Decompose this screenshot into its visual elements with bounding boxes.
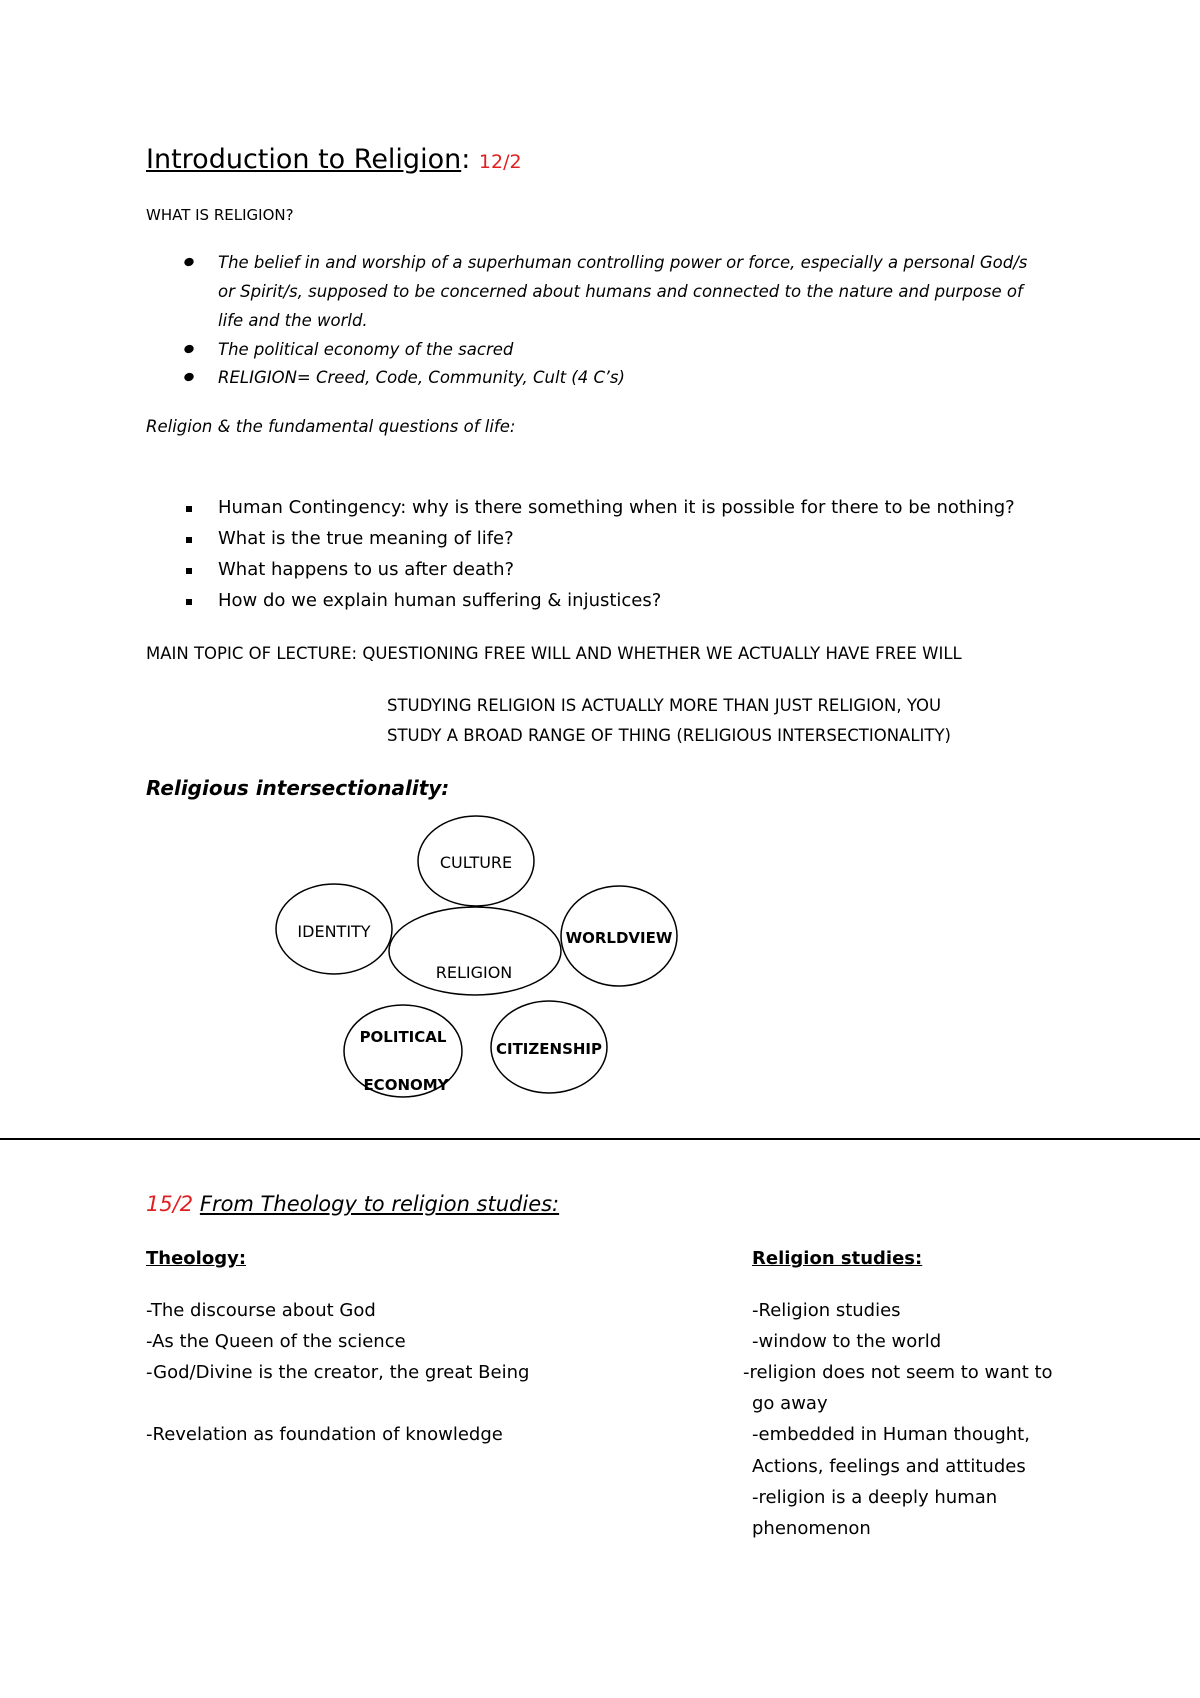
economy-label: ECONOMY (363, 1076, 449, 1094)
definition-item: RELIGION= Creed, Code, Community, Cult (4 C’s) (218, 368, 625, 387)
political-label: POLITICAL (359, 1028, 447, 1046)
question-item: How do we explain human suffering & injustices? (218, 590, 662, 611)
studies-item: -window to the world (752, 1331, 942, 1352)
worldview-label: WORLDVIEW (565, 929, 673, 947)
studying-note-line: STUDYING RELIGION IS ACTUALLY MORE THAN JUST RELIGION, YOU (387, 696, 942, 715)
theology-item: -The discourse about God (146, 1300, 376, 1321)
question-item: Human Contingency: why is there something when it is possible for there to be nothing? (218, 497, 1015, 518)
intersectionality-heading: Religious intersectionality: (146, 776, 450, 800)
studies-item: Actions, feelings and attitudes (752, 1456, 1026, 1477)
religion-label: RELIGION (435, 963, 513, 982)
citizenship-label: CITIZENSHIP (495, 1040, 603, 1058)
studies-item: -religion does not seem to want to (743, 1362, 1053, 1383)
theology-item: -As the Queen of the science (146, 1331, 406, 1352)
title-colon: : (461, 144, 479, 175)
theology-item: -Revelation as foundation of knowledge (146, 1424, 503, 1445)
culture-label: CULTURE (439, 853, 513, 872)
studies-item: -Religion studies (752, 1300, 901, 1321)
question-item: What is the true meaning of life? (218, 528, 514, 549)
studies-item: -religion is a deeply human (752, 1487, 998, 1508)
studies-item: -embedded in Human thought, (752, 1424, 1030, 1445)
title-text: Introduction to Religion (146, 144, 462, 175)
main-topic: MAIN TOPIC OF LECTURE: QUESTIONING FREE WILL AND WHETHER WE ACTUALLY HAVE FREE WILL (146, 644, 962, 663)
definition-item: The political economy of the sacred (218, 340, 514, 359)
what-is-religion-heading: WHAT IS RELIGION? (146, 206, 294, 224)
theology-heading: Theology: (146, 1248, 247, 1269)
section2-title (146, 1192, 559, 1216)
studies-item: go away (752, 1393, 828, 1414)
section-divider (0, 1138, 1200, 1140)
theology-item: -God/Divine is the creator, the great Being (146, 1362, 530, 1383)
questions-heading: Religion & the fundamental questions of life: (146, 417, 516, 436)
identity-label: IDENTITY (297, 922, 371, 941)
question-item: What happens to us after death? (218, 559, 515, 580)
title-date: 12/2 (478, 151, 522, 173)
section2-title-text: From Theology to religion studies: (199, 1192, 560, 1216)
studies-item: phenomenon (752, 1518, 871, 1539)
definition-item: The belief in and worship of a superhuman controlling power or force, especially a personal God/s or Spirit/s, supposed to be concerned about humans and connected to the nature and purpose of life and the world. (218, 253, 1028, 330)
section2-date: 15/2 (146, 1192, 194, 1216)
studying-note-line: STUDY A BROAD RANGE OF THING (RELIGIOUS INTERSECTIONALITY) (387, 726, 951, 745)
religion-studies-heading: Religion studies: (752, 1248, 923, 1269)
